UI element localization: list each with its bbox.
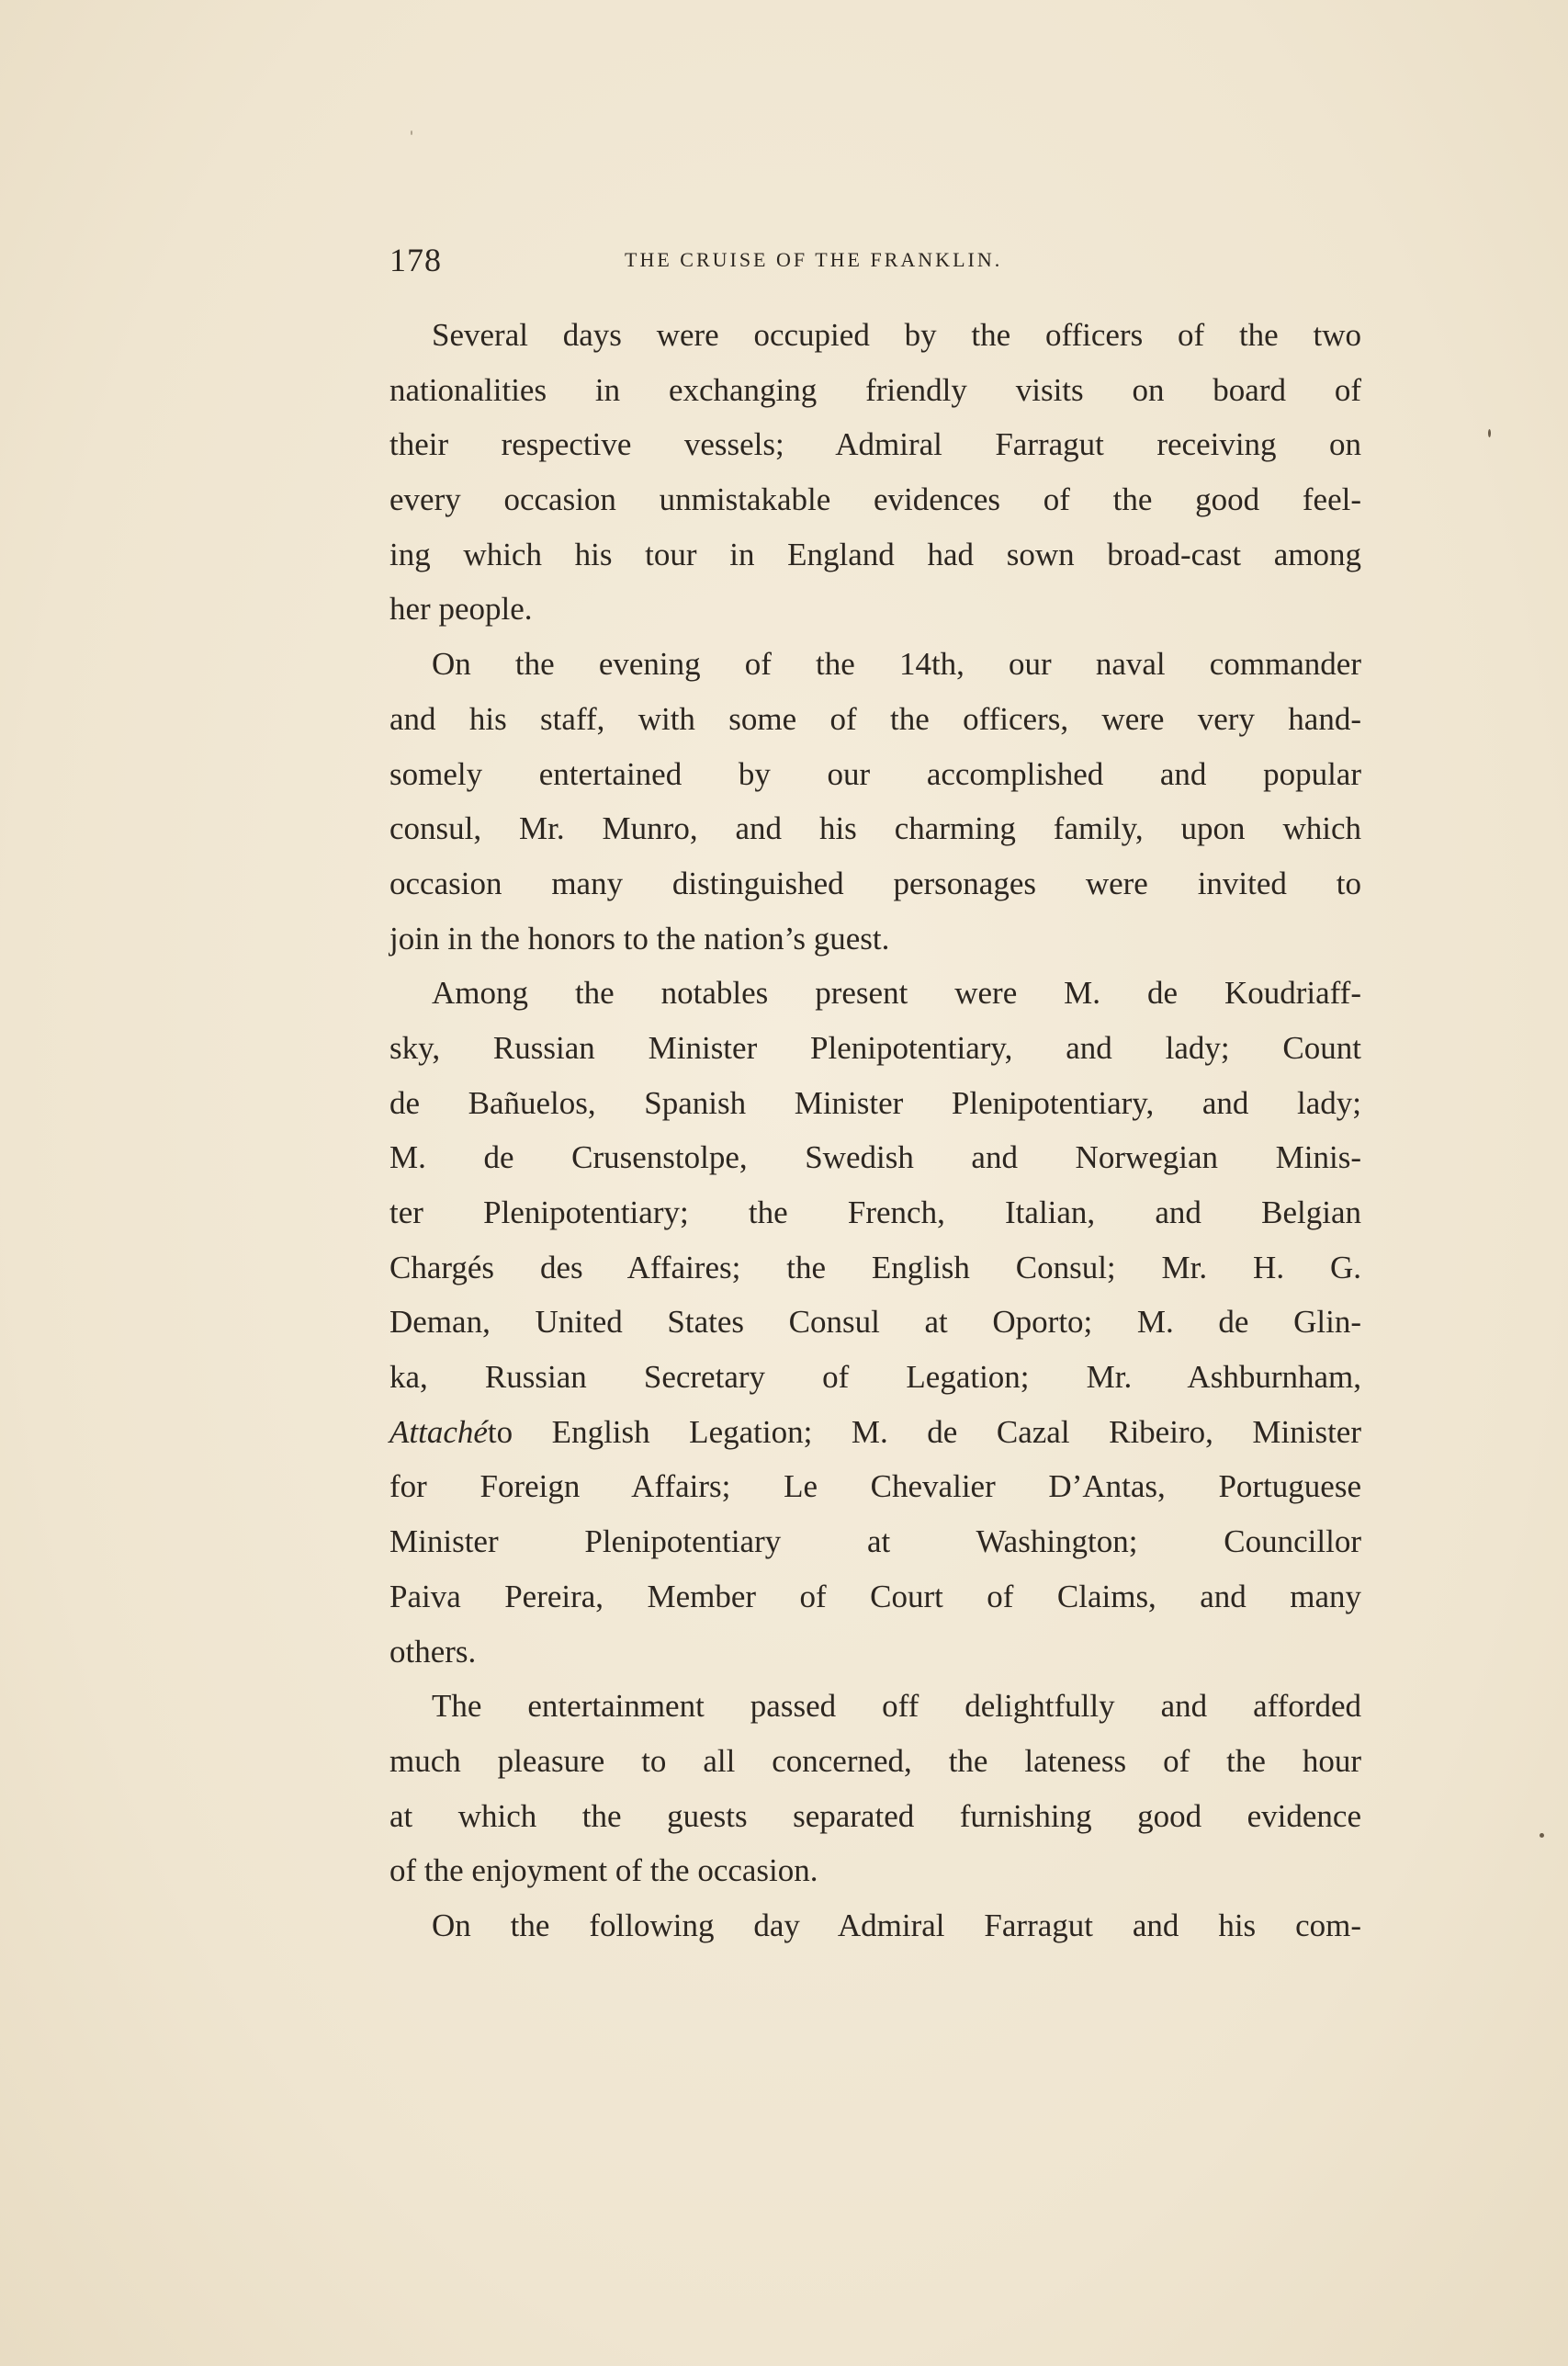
text-line: On the evening of the 14th, our naval commander [432,646,1361,683]
text-line: M. de Crusenstolpe, Swedish and Norwegian Minis- [389,1139,1361,1176]
paper-speck [1488,429,1491,437]
text-line: every occasion unmistakable evidences of the good feel- [389,481,1361,518]
page-number: 178 [389,242,442,278]
text-line: ka, Russian Secretary of Legation; Mr. Ashburnham, [389,1359,1361,1396]
running-head: THE CRUISE OF THE FRANKLIN. [625,248,1003,271]
text-line: The entertainment passed off delightfully and afforded [432,1688,1361,1725]
text-line-rest: to English Legation; M. de Cazal Ribeiro, Minister [487,1413,1361,1450]
text-line: Among the notables present were M. de Koudriaff- [432,975,1361,1012]
text-line: Paiva Pereira, Member of Court of Claims, and many [389,1578,1361,1614]
text-line: of the enjoyment of the occasion. [389,1852,818,1889]
text-line: Several days were occupied by the officers of the two [432,317,1361,353]
text-line: for Foreign Affairs; Le Chevalier D’Antas, Portuguese [389,1468,1361,1505]
text-line: much pleasure to all concerned, the lateness of the hour [389,1742,1361,1779]
text-line: Deman, United States Consul at Oporto; M. de Glin- [389,1304,1361,1341]
italic-word: Attaché [389,1413,488,1450]
text-line: Chargés des Affaires; the English Consul; Mr. H. G. [389,1249,1361,1285]
text-line: at which the guests separated furnishing good evidence [389,1797,1361,1834]
text-line [389,1405,1361,1460]
text-line: others. [389,1633,477,1670]
page-header [389,241,1361,287]
paper-speck [1540,1833,1544,1838]
text-line: On the following day Admiral Farragut and his com- [432,1907,1361,1943]
text-line: and his staff, with some of the officers, were very hand- [389,700,1361,737]
text-line: occasion many distinguished personages were invited to [389,865,1361,901]
text-line: join in the honors to the nation’s guest. [389,920,890,957]
text-line: her people. [389,591,533,628]
text-line: de Bañuelos, Spanish Minister Plenipotentiary, and lady; [389,1084,1361,1121]
text-line: consul, Mr. Munro, and his charming family, upon which [389,810,1361,847]
text-line: ing which his tour in England had sown broad-cast among [389,536,1361,572]
text-line: sky, Russian Minister Plenipotentiary, and lady; Count [389,1029,1361,1066]
paper-speck [411,130,412,135]
text-line: ter Plenipotentiary; the French, Italian, and Belgian [389,1194,1361,1230]
text-line: nationalities in exchanging friendly visits on board of [389,371,1361,408]
text-line: somely entertained by our accomplished and popular [389,755,1361,792]
body-text [389,308,1361,1953]
text-line: Minister Plenipotentiary at Washington; Councillor [389,1523,1361,1560]
text-line: their respective vessels; Admiral Farragut receiving on [389,426,1361,463]
